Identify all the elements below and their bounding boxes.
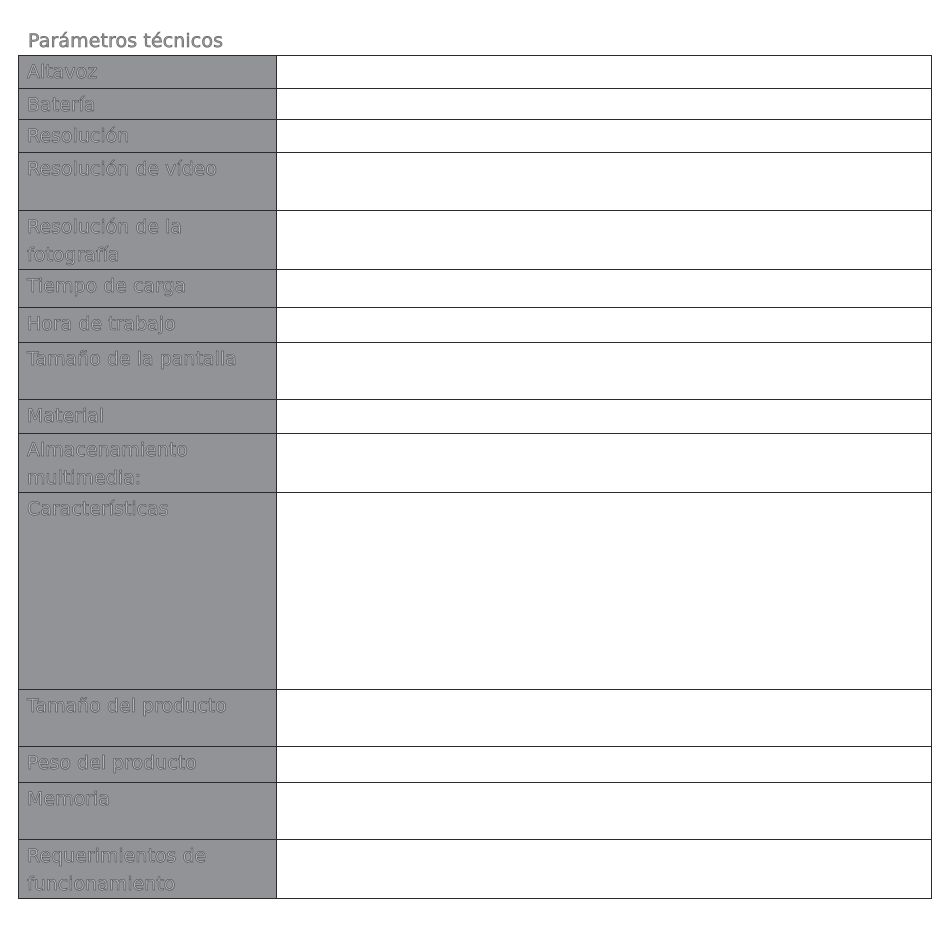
table-row (19, 400, 932, 434)
row-value-resolucion-fotografia[interactable] (277, 211, 932, 270)
row-label-resolucion: Resolución (19, 120, 277, 153)
row-value-caracteristicas[interactable] (277, 493, 932, 690)
table-row (19, 56, 932, 89)
row-label-caracteristicas: Características (19, 493, 277, 690)
table-row (19, 153, 932, 211)
row-value-peso-producto[interactable] (277, 747, 932, 783)
row-label-requerimientos: Requerimientos de funcionamiento (19, 840, 277, 899)
table-row (19, 747, 932, 783)
row-label-almacenamiento: Almacenamiento multimedia: (19, 434, 277, 493)
row-value-tamano-pantalla[interactable] (277, 343, 932, 400)
row-value-requerimientos[interactable] (277, 840, 932, 899)
table-row (19, 270, 932, 308)
table-row (19, 308, 932, 343)
table-row (19, 120, 932, 153)
table-row (19, 840, 932, 899)
table-row (19, 89, 932, 120)
row-value-material[interactable] (277, 400, 932, 434)
row-value-memoria[interactable] (277, 783, 932, 840)
row-label-tamano-pantalla: Tamaño de la pantalla (19, 343, 277, 400)
table-row (19, 493, 932, 690)
page-title: Parámetros técnicos (28, 30, 224, 52)
row-label-resolucion-fotografia: Resolución de la fotografía (19, 211, 277, 270)
row-label-memoria: Memoria (19, 783, 277, 840)
row-value-almacenamiento[interactable] (277, 434, 932, 493)
row-value-altavoz[interactable] (277, 56, 932, 89)
row-label-hora-trabajo: Hora de trabajo (19, 308, 277, 343)
row-value-hora-trabajo[interactable] (277, 308, 932, 343)
table-row (19, 690, 932, 747)
row-value-resolucion[interactable] (277, 120, 932, 153)
spec-table (18, 55, 932, 899)
table-row (19, 434, 932, 493)
table-row (19, 211, 932, 270)
row-label-bateria: Batería (19, 89, 277, 120)
row-value-tamano-producto[interactable] (277, 690, 932, 747)
row-label-altavoz: Altavoz (19, 56, 277, 89)
table-row (19, 343, 932, 400)
row-label-tiempo-carga: Tiempo de carga (19, 270, 277, 308)
row-label-tamano-producto: Tamaño del producto (19, 690, 277, 747)
row-label-resolucion-video: Resolución de vídeo (19, 153, 277, 211)
row-label-material: Material (19, 400, 277, 434)
row-value-bateria[interactable] (277, 89, 932, 120)
row-value-tiempo-carga[interactable] (277, 270, 932, 308)
row-label-peso-producto: Peso del producto (19, 747, 277, 783)
row-value-resolucion-video[interactable] (277, 153, 932, 211)
table-row (19, 783, 932, 840)
